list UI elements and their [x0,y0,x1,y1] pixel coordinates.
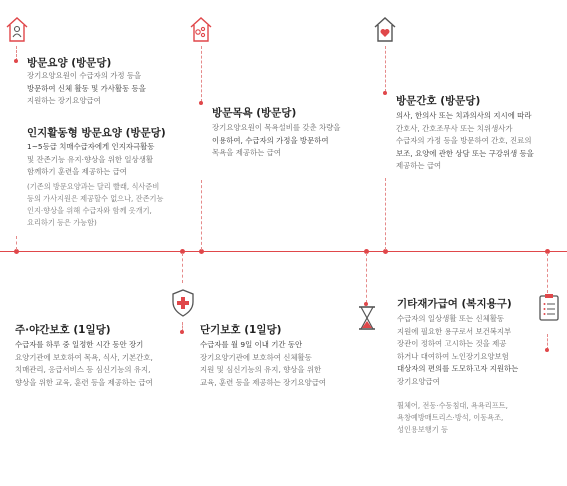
short-term-care-desc: 수급자를 월 9일 이내 기간 동안 장기요양기관에 보호하여 신체활동 지원 및 심신기능의 유지, 향상을 위한 교육, 훈련 등을 제공하는 장기요양급여 [200,340,326,387]
welfare-equipment-desc: 수급자의 일상생활 또는 신체활동 지원에 필요한 용구로서 보건복지부 장관이 정하여 고시하는 것을 제공 하거나 대여하여 노인장기요양보험 대상자의 편의를 도모하고자 지원하는 장기요양급여 [397,314,519,386]
bullet-dot [14,59,18,63]
shield-cross-icon [171,288,195,322]
bathing-title: 방문목욕 (방문당) [212,107,297,119]
house-shower-icon [189,15,213,49]
nursing-desc: 의사, 한의사 또는 치과의사의 지시에 따라 간호사, 간호조무사 또는 치위생사가 수급자의 가정 등을 방문하여 간호, 진료의 보조, 요양에 관한 상담 또는 구강위생 등을 제공하는 급여 [396,111,534,170]
connector [385,46,386,92]
timeline-axis [0,251,567,252]
connector [16,236,17,250]
connector [201,180,202,250]
home-care-title: 방문요양 (방문당) [27,57,112,69]
house-person-icon [5,15,29,49]
nursing-title: 방문간호 (방문당) [396,95,481,107]
bullet-dot [383,91,387,95]
cognitive-care-desc: 1~5등급 치매수급자에게 인지자극활동 및 잔존기능 유지·향상을 위한 일상생활 함께하기 훈련을 제공하는 급여 [27,142,155,176]
home-care-desc: 장기요양요원이 수급자의 가정 등을 방문하여 신체 활동 및 가사활동 등을 지원하는 장기요양급여 [27,71,146,105]
daycare-desc: 수급자를 하루 중 일정한 시간 동안 장기 요양기관에 보호하여 목욕, 식사, 기본간호, 치매관리, 응급서비스 등 심신기능의 유지, 향상을 위한 교육, 훈련 등을 제공하는 급여 [15,340,153,387]
connector [547,253,548,293]
connector [385,178,386,250]
bullet-dot [199,101,203,105]
bathing-desc: 장기요양요원이 목욕설비를 갖춘 차량을 이용하여, 수급자의 가정을 방문하여 목욕을 제공하는 급여 [212,123,341,157]
short-term-care-title: 단기보호 (1일당) [200,324,282,336]
daycare-title: 주·야간보호 (1일당) [15,324,111,336]
house-heart-icon [373,15,397,49]
welfare-equipment-title: 기타재가급여 (복지용구) [397,298,512,310]
connector [182,253,183,283]
cognitive-care-note: (기존의 방문요양과는 달리 빨래, 식사준비 등의 가사지원은 제공할수 없으나, 잔존기능 인지·향상을 위해 수급자와 함께 옷개기, 요리하기 등은 가능함) [27,182,164,227]
bullet-dot [180,330,184,334]
welfare-equipment-list: 휠체어, 전동·수동침대, 욕욕리프트, 욕창예방매트리스·방석, 이동욕조, 성인용보행기 등 [397,401,508,434]
hourglass-icon [357,305,377,335]
clipboard-icon [538,292,560,326]
connector [366,253,367,303]
bullet-dot [545,348,549,352]
cognitive-care-title: 인지활동형 방문요양 (방문당) [27,127,166,139]
connector [201,46,202,102]
